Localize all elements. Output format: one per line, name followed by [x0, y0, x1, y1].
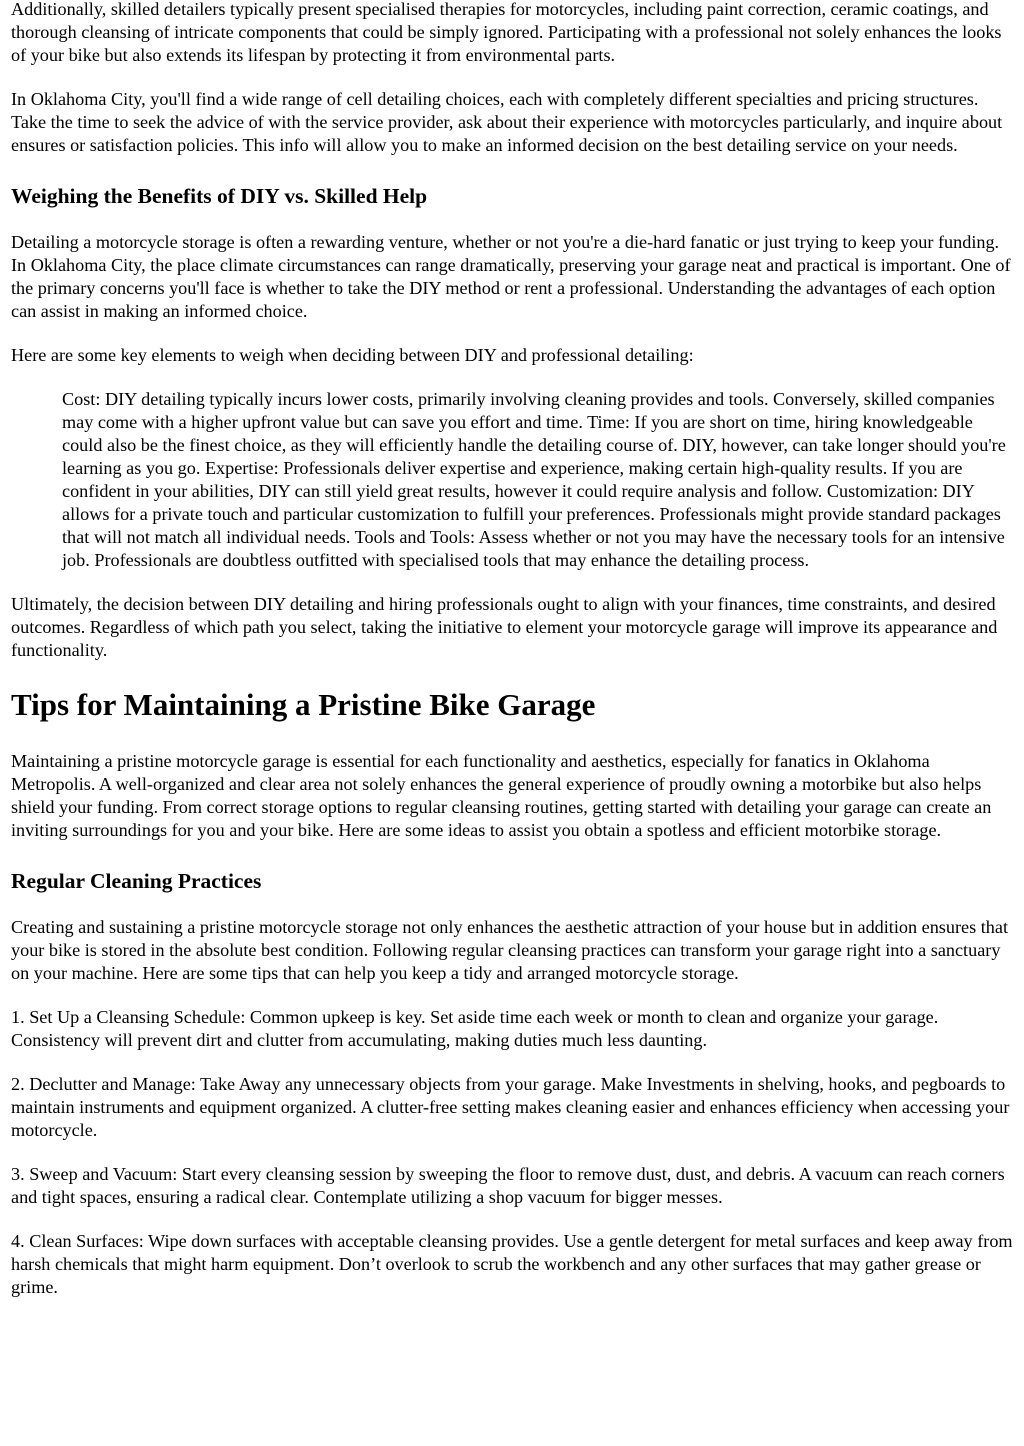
- paragraph-diy-1: Detailing a motorcycle storage is often a rewarding venture, whether or not you're a die-hard fanatic or just trying to keep your funding. In Oklahoma City, the place climate circumstances can range dramatically, preserving your garage neat and practical is important. One of the primary concerns you'll face is whether to take the DIY method or rent a professional. Understanding the advantages of each option can assist in making an informed choice.: [11, 232, 1011, 321]
- paragraph-cleaning-step-4: 4. Clean Surfaces: Wipe down surfaces with acceptable cleansing provides. Use a gentle detergent for metal surfaces and keep away from harsh chemicals that might harm equipment. Don’t overlook to scrub the workbench and any other surfaces that may gather grease or grime.: [11, 1231, 1013, 1297]
- heading-diy-vs-skilled: Weighing the Benefits of DIY vs. Skilled Help: [11, 184, 428, 208]
- blockquote-diy-factors: Cost: DIY detailing typically incurs lower costs, primarily involving cleaning provides and tools. Conversely, skilled companies may come with a higher upfront value but can save you effort and time. Time: If you are short on time, hiring knowledgeable could also be the finest choice, as they will efficiently handle the detailing course of. DIY, however, can take longer should you're learning as you go. Expertise: Professionals deliver expertise and experience, making certain high-quality results. If you are confident in your abilities, DIY can still yield great results, however it could require analysis and follow. Customization: DIY allows for a private touch and particular customization to fulfill your preferences. Professionals might provide standard packages that will not match all individual needs. Tools and Tools: Assess whether or not you may have the necessary tools for an intensive job. Professionals are doubtless outfitted with specialised tools that may enhance the detailing process.: [62, 389, 1006, 570]
- heading-tips-pristine-garage: Tips for Maintaining a Pristine Bike Garage: [11, 687, 596, 722]
- paragraph-diy-2: Here are some key elements to weigh when deciding between DIY and professional detailing:: [11, 345, 694, 365]
- paragraph-intro-1: Additionally, skilled detailers typically present specialised therapies for motorcycles, including paint correction, ceramic coatings, and thorough cleansing of intricate components that could be simply ignored. Participating with a professional not solely enhances the looks of your bike but also extends its lifespan by protecting it from environmental parts.: [11, 0, 1002, 65]
- paragraph-intro-2: In Oklahoma City, you'll find a wide range of cell detailing choices, each with completely different specialties and pricing structures. Take the time to seek the advice of with the service provider, ask about their experience with motorcycles particularly, and inquire about ensures or satisfaction policies. This info will allow you to make an informed decision on the best detailing service on your needs.: [11, 89, 1003, 155]
- paragraph-cleaning-step-1: 1. Set Up a Cleansing Schedule: Common upkeep is key. Set aside time each week or month to clean and organize your garage. Consistency will prevent dirt and clutter from accumulating, making duties much less daunting.: [11, 1007, 939, 1050]
- paragraph-cleaning-step-3: 3. Sweep and Vacuum: Start every cleansing session by sweeping the floor to remove dust, dust, and debris. A vacuum can reach corners and tight spaces, ensuring a radical clear. Contemplate utilizing a shop vacuum for bigger messes.: [11, 1164, 1005, 1207]
- paragraph-tips-1: Maintaining a pristine motorcycle garage is essential for each functionality and aesthetics, especially for fanatics in Oklahoma Metropolis. A well-organized and clear area not solely enhances the general experience of proudly owning a motorbike but also helps shield your funding. From correct storage options to regular cleansing routines, getting started with detailing your garage can create an inviting surroundings for you and your bike. Here are some ideas to assist you obtain a spotless and efficient motorbike storage.: [11, 751, 992, 840]
- paragraph-cleaning-1: Creating and sustaining a pristine motorcycle storage not only enhances the aesthetic attraction of your house but in addition ensures that your bike is stored in the absolute best condition. Following regular cleansing practices can transform your garage right into a sanctuary on your machine. Here are some tips that can help you keep a tidy and arranged motorcycle storage.: [11, 917, 1009, 983]
- heading-regular-cleaning: Regular Cleaning Practices: [11, 869, 262, 893]
- paragraph-cleaning-step-2: 2. Declutter and Manage: Take Away any unnecessary objects from your garage. Make Investments in shelving, hooks, and pegboards to maintain instruments and equipment organized. A clutter-free setting makes cleaning easier and enhances efficiency when accessing your motorcycle.: [11, 1074, 1010, 1140]
- paragraph-diy-3: Ultimately, the decision between DIY detailing and hiring professionals ought to align with your finances, time constraints, and desired outcomes. Regardless of which path you select, taking the initiative to element your motorcycle garage will improve its appearance and functionality.: [11, 594, 998, 660]
